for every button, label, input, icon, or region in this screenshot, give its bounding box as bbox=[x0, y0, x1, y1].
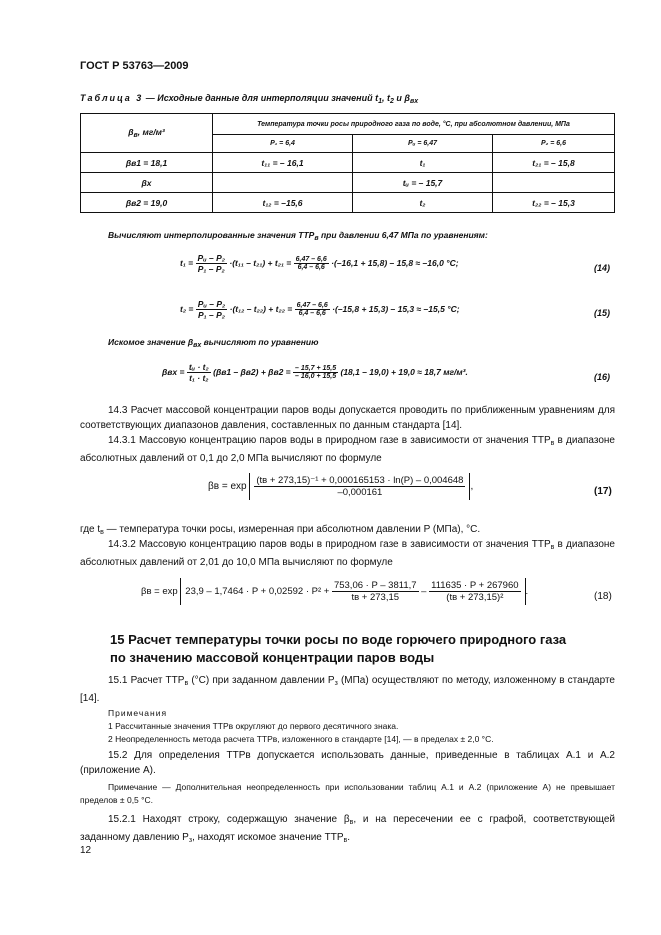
equation-18 bbox=[141, 578, 528, 605]
eq16-den: t₁ · t₂ bbox=[189, 373, 209, 383]
p151-c: (МПа) осуществляют по методу, изложенному в стандарте [14]. bbox=[80, 675, 615, 704]
note-3: Примечание — Дополнительная неопределенность при использовании таблиц А.1 и А.2 (приложение А) не превышает пределов ± 0,5 °С. bbox=[80, 782, 615, 805]
eq15-num2: 6,47 – 6,6 bbox=[296, 302, 328, 309]
p1431-b: в диапазоне абсолютных давлений от 0,1 до 2,0 МПа вычисляют по формуле bbox=[80, 435, 615, 464]
table-cell: t₁₂ = –15,6 bbox=[213, 193, 353, 213]
eq16-num: tᵤ · t₂ bbox=[188, 362, 209, 372]
eq18-lhs: βв = exp bbox=[141, 586, 178, 597]
eq17-bracket bbox=[249, 473, 470, 500]
table-cell: t₂₁ = – 15,8 bbox=[493, 153, 615, 173]
paragraph-14-3: 14.3 Расчет массовой концентрации паров воды допускается проводить по приближенным уравнениям для соответствующих диапазонов давления, составленных по данным стандарта [14]. bbox=[80, 405, 615, 431]
col0-unit: , мг/м³ bbox=[137, 127, 165, 137]
table-caption-label: Таблица 3 bbox=[80, 93, 144, 103]
eq16-lhs: βвх = bbox=[162, 366, 185, 377]
equation-number-18: (18) bbox=[594, 591, 612, 602]
eq15-rest: ·(–15,8 + 15,3) – 15,3 ≈ –15,5 °C; bbox=[332, 303, 460, 314]
eq16-mid: (βв1 – βв2) + βв2 = bbox=[213, 366, 291, 377]
p1521-a: 15.2.1 Находят строку, содержащую значение β bbox=[108, 814, 350, 825]
note-2: 2 Неопределенность метода расчета ТТРв, изложенного в стандарте [14], — в пределах ± 2,0 °С. bbox=[108, 734, 494, 744]
table-cell: t₂₂ = – 15,3 bbox=[493, 193, 615, 213]
p151-b: (°С) при заданном давлении P bbox=[188, 675, 335, 686]
table-cell bbox=[493, 173, 615, 193]
p1431-sub: в bbox=[550, 440, 555, 447]
eq15-mid: ·(t₁₂ – t₂₂) + t₂₂ = bbox=[229, 303, 293, 314]
p1521-d: . bbox=[347, 832, 351, 843]
eq18-tail: . bbox=[525, 586, 529, 597]
table-cell: t₂ bbox=[353, 193, 493, 213]
interp-title-text: Вычисляют интерполированные значения ТТР bbox=[108, 230, 315, 240]
table-row bbox=[81, 153, 615, 173]
page-number: 12 bbox=[80, 845, 92, 856]
table-span-header: Температура точки росы природного газа по воде, °С, при абсолютном давлении, МПа bbox=[213, 114, 615, 135]
where-b: — температура точки росы, измеренная при абсолютном давлении P (МПа), °С. bbox=[103, 524, 481, 535]
equation-16 bbox=[162, 362, 468, 383]
interp-title-rest: при давлении 6,47 МПа по уравнениям: bbox=[318, 230, 488, 240]
eq18-a: 23,9 – 1,7464 · P + 0,02592 · P² + bbox=[185, 586, 330, 597]
where-sub: в bbox=[100, 529, 104, 536]
equation-number-17: (17) bbox=[594, 486, 612, 497]
eq14-den2: 6,4 – 6,6 bbox=[297, 264, 325, 271]
table-header-p1: P₁ = 6,4 bbox=[213, 135, 353, 153]
page-header: ГОСТ Р 53763—2009 bbox=[80, 60, 189, 72]
table-cell: βв2 = 19,0 bbox=[81, 193, 213, 213]
seek-text-main: Искомое значение β bbox=[108, 337, 194, 347]
eq15-den2: 6,4 – 6,6 bbox=[298, 310, 326, 317]
caption-and: и β bbox=[393, 93, 410, 103]
section-15-line1: 15 Расчет температуры точки росы по воде горючего природного газа bbox=[110, 632, 567, 647]
p1431-a: 14.3.1 Массовую концентрацию паров воды в природном газе в зависимости от значения ТТР bbox=[108, 435, 551, 446]
eq16-rest: (18,1 – 19,0) + 19,0 ≈ 18,7 мг/м³. bbox=[340, 366, 468, 377]
eq17-frac bbox=[254, 475, 465, 498]
eq14-num: Pᵤ – P₂ bbox=[197, 253, 225, 263]
p1432-b: в диапазоне абсолютных давлений от 2,01 до 10,0 МПа вычисляют по формуле bbox=[80, 539, 615, 568]
p1521-sub: в bbox=[349, 819, 354, 826]
eq17-lhs: βв = exp bbox=[208, 481, 247, 492]
seek-text-sub: вх bbox=[193, 342, 202, 349]
notes-title: Примечания bbox=[108, 708, 168, 718]
col0-sub: в bbox=[133, 132, 138, 139]
table-cell: tᵤ = – 15,7 bbox=[353, 173, 493, 193]
caption-sub-1: 1 bbox=[378, 98, 382, 105]
equation-14 bbox=[180, 253, 459, 274]
eq18-den2: (tв + 273,15)² bbox=[446, 592, 504, 603]
eq18-bracket bbox=[180, 578, 525, 605]
equation-number-15: (15) bbox=[594, 308, 611, 318]
eq17-den: –0,000161 bbox=[337, 487, 383, 498]
p151-sub2: з bbox=[334, 680, 338, 687]
table-cell: t₁₁ = – 16,1 bbox=[213, 153, 353, 173]
eq15-frac2 bbox=[295, 302, 330, 317]
interp-title bbox=[108, 230, 488, 242]
p151-a: 15.1 Расчет ТТР bbox=[108, 675, 185, 686]
table-cell: βx bbox=[81, 173, 213, 193]
p1521-b: , и на пересечении ее с графой, соответствующей заданному давлению P bbox=[80, 814, 615, 843]
table-header-p2: P₂ = 6,6 bbox=[493, 135, 615, 153]
eq18-minus: – bbox=[421, 586, 427, 597]
caption-mid: , t bbox=[382, 93, 390, 103]
eq15-lhs: t₂ = bbox=[180, 303, 194, 314]
table-caption bbox=[80, 93, 418, 105]
eq17-num: (tв + 273,15)⁻¹ + 0,000165153 · ln(P) – 0,004648 bbox=[256, 475, 464, 486]
eq18-den1: tв + 273,15 bbox=[351, 592, 400, 603]
equation-number-16: (16) bbox=[594, 372, 611, 382]
equation-17 bbox=[208, 473, 473, 500]
caption-sub-2: 2 bbox=[390, 98, 394, 105]
paragraph-15-2-1 bbox=[80, 812, 615, 848]
table-3 bbox=[80, 113, 615, 213]
seek-text bbox=[108, 337, 318, 349]
eq16-num2: – 15,7 + 15,5 bbox=[295, 365, 337, 372]
table-cell: t₁ bbox=[353, 153, 493, 173]
table-caption-text: — Исходные данные для интерполяции значений t bbox=[143, 93, 379, 103]
eq14-den: P₁ – P₂ bbox=[197, 264, 225, 274]
eq16-frac2 bbox=[293, 365, 338, 380]
note-1: 1 Рассчитанные значения ТТРв округляют до первого десятичного знака. bbox=[108, 721, 399, 731]
equation-15 bbox=[180, 299, 460, 320]
eq15-den: P₁ – P₂ bbox=[197, 310, 226, 320]
eq14-lhs: t₁ = bbox=[180, 257, 194, 268]
table-cell: βв1 = 18,1 bbox=[81, 153, 213, 173]
col0-beta: β bbox=[128, 127, 134, 137]
table-header-pu: Pᵤ = 6,47 bbox=[353, 135, 493, 153]
eq15-num: Pᵤ – P₂ bbox=[197, 299, 226, 309]
table-col0-header bbox=[81, 114, 213, 153]
paragraph-15-1 bbox=[80, 673, 615, 706]
paragraph-14-3-2 bbox=[80, 537, 615, 570]
paragraph-15-2: 15.2 Для определения ТТРв допускается использовать данные, приведенные в таблицах А.1 и А.2 (приложение А). bbox=[80, 750, 615, 776]
eq18-num2: 111635 · P + 267960 bbox=[431, 580, 519, 591]
seek-text-rest: вычисляют по уравнению bbox=[201, 337, 319, 347]
eq17-tail: , bbox=[470, 481, 474, 492]
eq16-den2: – 16,0 + 15,5 bbox=[295, 373, 337, 380]
section-15-heading bbox=[110, 631, 566, 667]
eq18-frac1 bbox=[332, 580, 419, 603]
eq14-frac1 bbox=[196, 253, 227, 274]
eq18-num1: 753,06 · P – 3811,7 bbox=[333, 580, 417, 591]
equation-number-14: (14) bbox=[594, 263, 611, 273]
p1521-c: , находят искомое значение ТТР bbox=[192, 832, 344, 843]
eq15-frac1 bbox=[196, 299, 227, 320]
p151-sub: в bbox=[184, 680, 189, 687]
p1432-sub: в bbox=[550, 544, 555, 551]
p1521-sub3: в bbox=[343, 837, 348, 844]
where-a: где t bbox=[80, 524, 101, 535]
section-15-line2: по значению массовой концентрации паров воды bbox=[110, 650, 435, 665]
p1432-a: 14.3.2 Массовую концентрацию паров воды в природном газе в зависимости от значения ТТР bbox=[108, 539, 551, 550]
eq14-frac2 bbox=[294, 256, 329, 271]
eq14-num2: 6,47 – 6,6 bbox=[295, 256, 327, 263]
eq18-frac2 bbox=[429, 580, 520, 603]
table-row bbox=[81, 173, 615, 193]
paragraph-14-3-1 bbox=[80, 433, 615, 466]
table-row bbox=[81, 193, 615, 213]
caption-sub-3: вх bbox=[410, 98, 419, 105]
eq14-rest: ·(–16,1 + 15,8) – 15,8 ≈ –16,0 °C; bbox=[331, 257, 459, 268]
eq14-mid: ·(t₁₁ – t₂₁) + t₂₁ = bbox=[229, 257, 292, 268]
eq16-frac1 bbox=[187, 362, 211, 383]
interp-title-sub: в bbox=[314, 235, 319, 242]
table-cell bbox=[213, 173, 353, 193]
p1521-sub2: з bbox=[188, 837, 193, 844]
